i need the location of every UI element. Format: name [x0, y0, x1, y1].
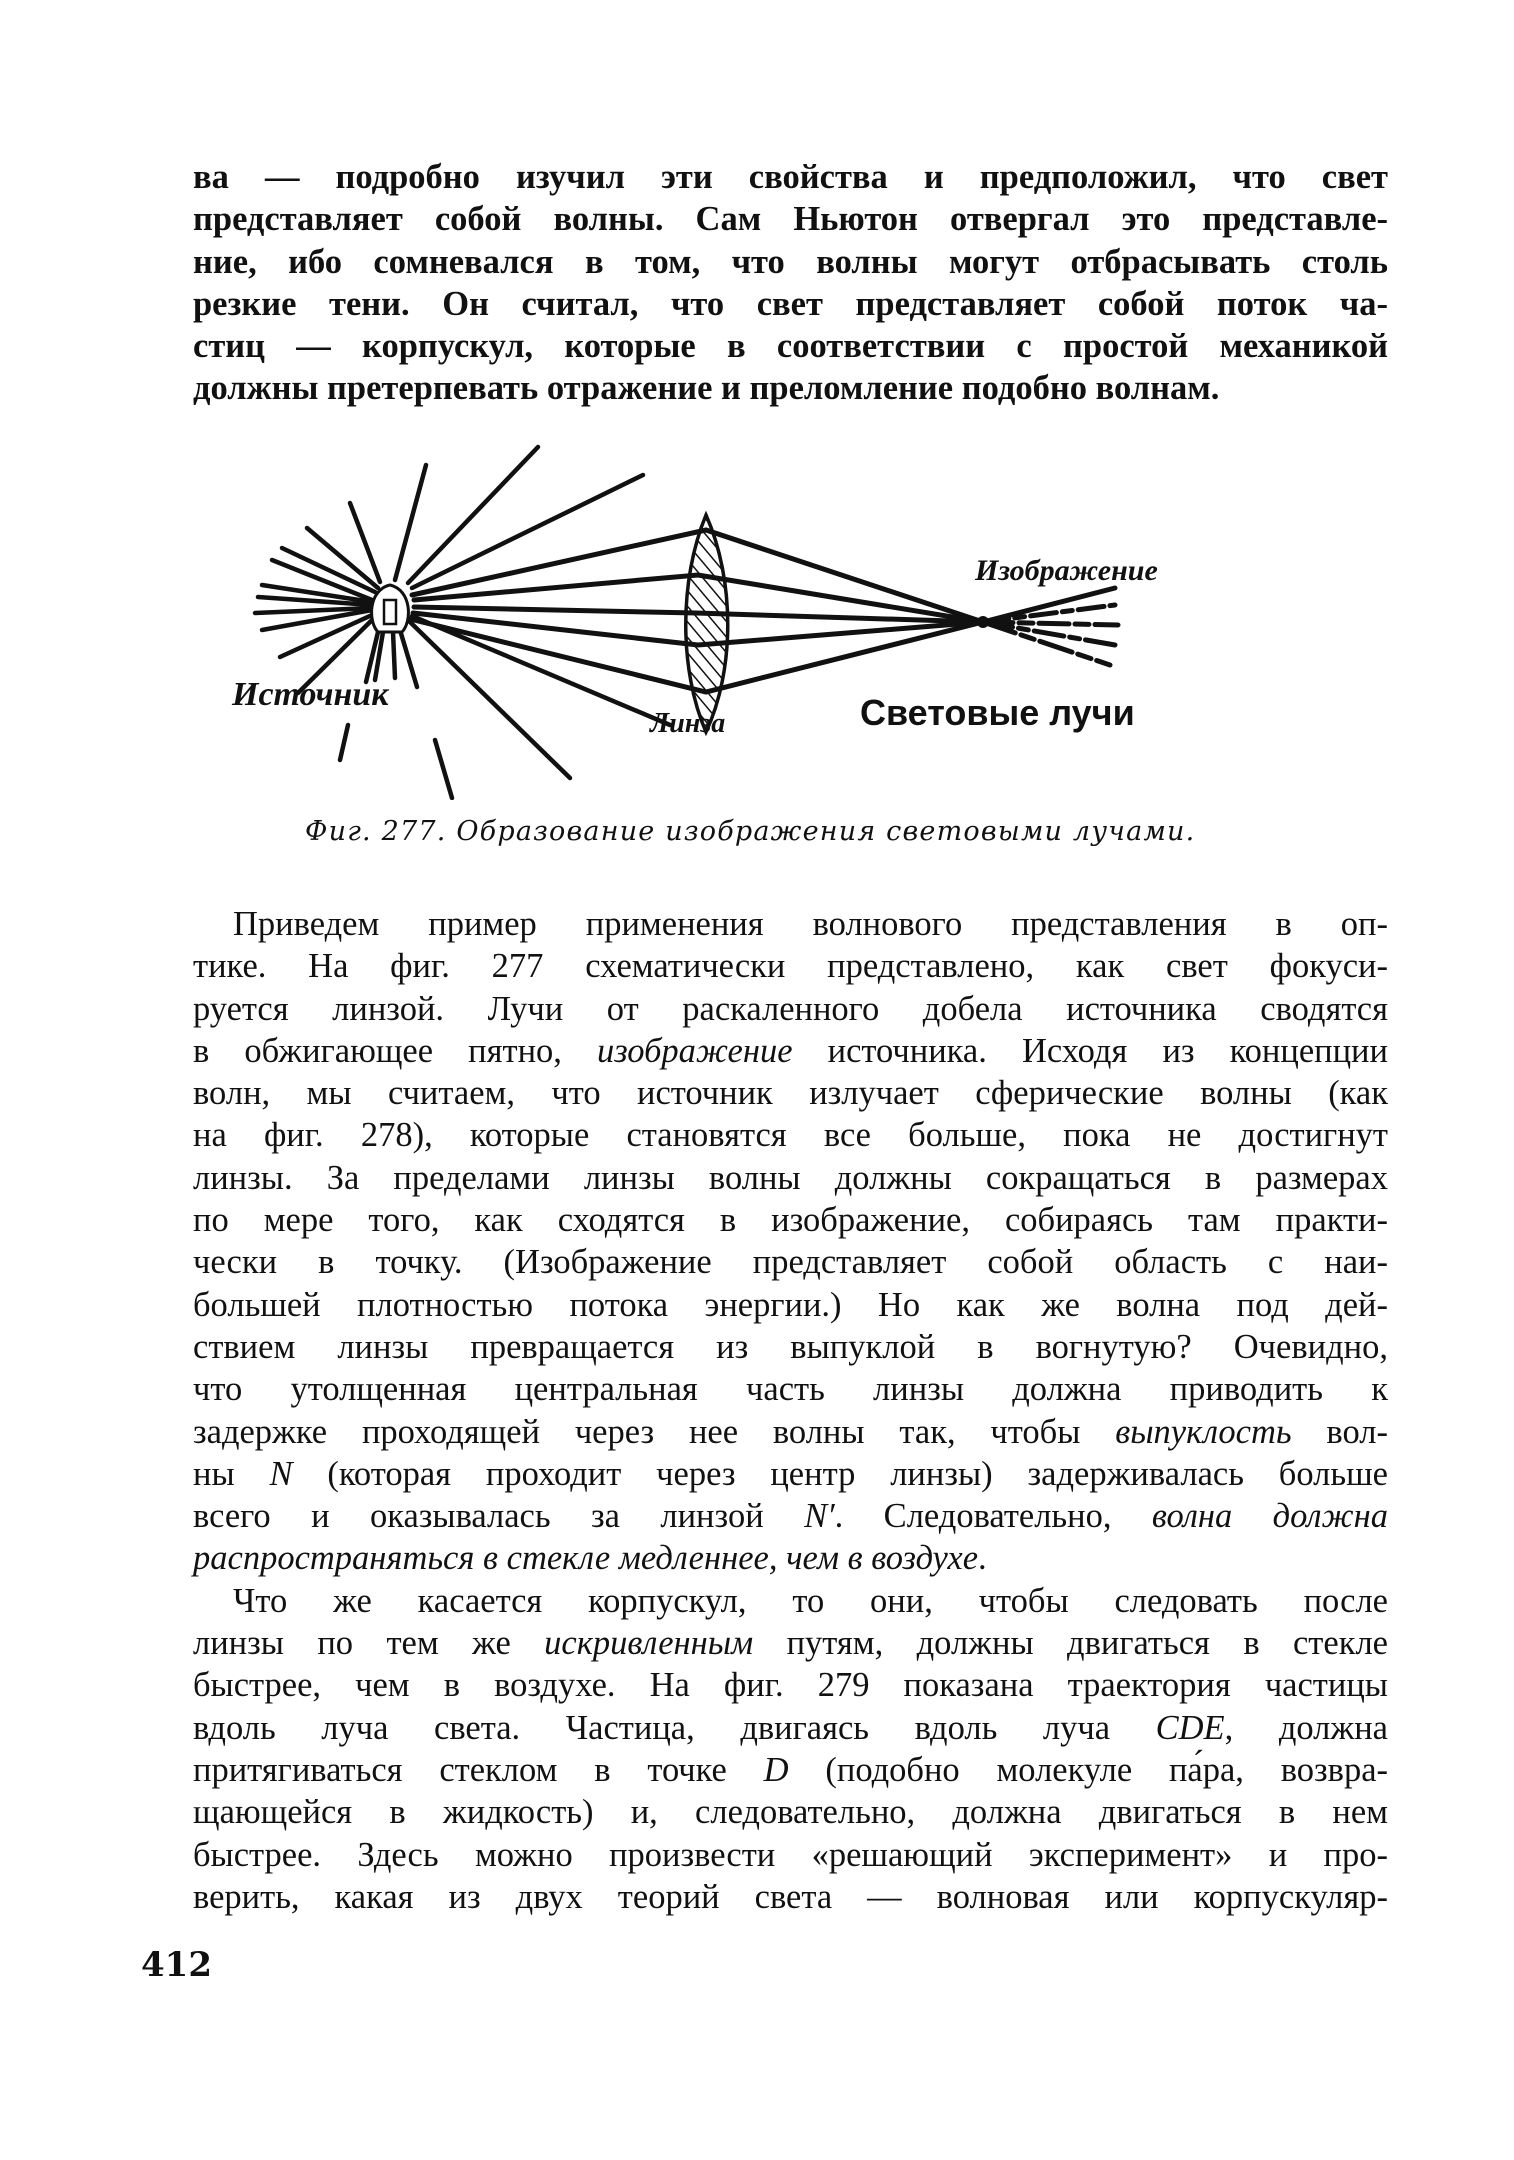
- emphasis: искривленным: [544, 1624, 754, 1663]
- math-symbol: N: [269, 1454, 293, 1493]
- ray: [395, 465, 426, 580]
- ray: [435, 740, 452, 798]
- text-run: (подобно молекуле па́ра, возвра-: [788, 1750, 1388, 1789]
- emphasis: волна должна: [1151, 1497, 1388, 1536]
- text-line: по мере того, как сходятся в изображение, собираясь там практи-: [193, 1201, 1388, 1240]
- text-line: Приведем пример применения волнового представления в оп-: [233, 905, 1388, 943]
- math-symbol: CDE: [1155, 1708, 1225, 1747]
- text-line: Что же касается корпускул, то они, чтобы следовать после: [233, 1581, 1388, 1620]
- text-line: [193, 1707, 1388, 1749]
- page-number: 412: [141, 1945, 212, 1985]
- ray: [408, 620, 570, 778]
- text-run: линзы по тем же: [193, 1624, 545, 1663]
- text-run: задержке проходящей через нее волны так, чтобы: [193, 1412, 1116, 1451]
- figure-caption: [305, 816, 1225, 847]
- text-run: .: [978, 1539, 987, 1578]
- ray: [393, 632, 395, 678]
- text-line: щающейся в жидкость) и, следовательно, должна двигаться в нем: [193, 1793, 1388, 1832]
- ray-out-1: [983, 588, 1115, 622]
- text-line: ва — подробно изучил эти свойства и предположил, что свет: [193, 158, 1388, 196]
- text-line: [193, 1622, 1388, 1664]
- emphasis: изображение: [597, 1031, 793, 1070]
- text-line: верить, какая из двух теорий света — волновая или корпускуляр-: [193, 1877, 1388, 1916]
- caption-number: Фиг. 277.: [305, 816, 447, 847]
- text-line: большей плотностью потока энергии.) Но как же волна под дей-: [193, 1285, 1388, 1324]
- top-paragraph: [193, 156, 1388, 410]
- text-line: представляет собой волны. Сам Ньютон отвергал это представле-: [193, 200, 1388, 239]
- math-symbol: N′: [804, 1497, 835, 1536]
- text-run: , должна: [1224, 1708, 1388, 1747]
- text-line: резкие тени. Он считал, что свет представляет собой поток ча-: [193, 284, 1388, 323]
- figure-277-lens-diagram: [230, 420, 1290, 800]
- label-image: Изображение: [975, 554, 1158, 587]
- text-line: руется линзой. Лучи от раскаленного добела источника сводятся: [193, 989, 1388, 1028]
- text-line: [193, 1749, 1388, 1791]
- ray: [340, 725, 348, 760]
- text-line: [193, 1453, 1388, 1495]
- text-line: ствием линзы превращается из выпуклой в вогнутую? Очевидно,: [193, 1327, 1388, 1366]
- ray: [412, 616, 670, 725]
- light-bulb-icon: [372, 585, 409, 632]
- text-line: стиц — корпускул, которые в соответствии с простой механикой: [193, 327, 1388, 366]
- text-line: линзы. За пределами линзы волны должны сокращаться в размерах: [193, 1158, 1388, 1197]
- text-line: быстрее, чем в воздухе. На фиг. 279 показана траектория частицы: [193, 1666, 1388, 1705]
- lens-shape: [686, 515, 728, 732]
- text-run: путям, должны двигаться в стекле: [753, 1624, 1388, 1663]
- text-line: чески в точку. (Изображение представляет собой область с наи-: [193, 1243, 1388, 1282]
- text-run: притягиваться стеклом в точке: [193, 1750, 764, 1789]
- math-symbol: D: [763, 1750, 789, 1789]
- source-rays: [255, 447, 670, 798]
- text-line: быстрее. Здесь можно произвести «решающий эксперимент» и про-: [193, 1835, 1388, 1874]
- text-run: всего и оказывалась за линзой: [193, 1497, 805, 1536]
- text-line: [193, 1030, 1388, 1072]
- text-run: (которая проходит через центр линзы) задерживалась больше: [292, 1454, 1388, 1493]
- text-run: . Следовательно,: [834, 1497, 1152, 1536]
- text-run: источника. Исходя из концепции: [792, 1031, 1388, 1070]
- text-line: должны претерпевать отражение и преломление подобно волнам.: [193, 369, 1220, 408]
- ray: [400, 630, 417, 687]
- lens-diagram-svg: [230, 420, 1290, 800]
- label-source: Источник: [232, 676, 389, 713]
- text-line: на фиг. 278), которые становятся все больше, пока не достигнут: [193, 1116, 1388, 1155]
- emphasis: распространяться в стекле медленнее, чем в воздухе: [193, 1539, 979, 1578]
- text-run: в обжигающее пятно,: [193, 1031, 598, 1070]
- label-lens: Линза: [650, 708, 726, 739]
- image-focus-point: [977, 616, 989, 628]
- text-line: [193, 1411, 1388, 1453]
- ray-out-5: [983, 622, 1110, 665]
- label-light-rays: Световые лучи: [860, 692, 1135, 733]
- text-line: [193, 1495, 1388, 1537]
- text-line: что утолщенная центральная часть линзы должна приводить к: [193, 1370, 1388, 1409]
- text-run: ны: [193, 1454, 270, 1493]
- body-text: [193, 903, 1388, 1918]
- text-run: вдоль луча света. Частица, двигаясь вдоль луча: [193, 1708, 1156, 1747]
- emphasis: выпуклость: [1115, 1412, 1292, 1451]
- caption-text: Образование изображения световыми лучами.: [456, 816, 1196, 847]
- text-line: [193, 1537, 1388, 1579]
- text-line: тике. На фиг. 277 схематически представлено, как свет фокуси-: [193, 947, 1388, 986]
- text-line: ние, ибо сомневался в том, что волны могут отбрасывать столь: [193, 242, 1388, 281]
- text-line: волн, мы считаем, что источник излучает сферические волны (как: [193, 1074, 1388, 1113]
- text-run: вол-: [1291, 1412, 1388, 1451]
